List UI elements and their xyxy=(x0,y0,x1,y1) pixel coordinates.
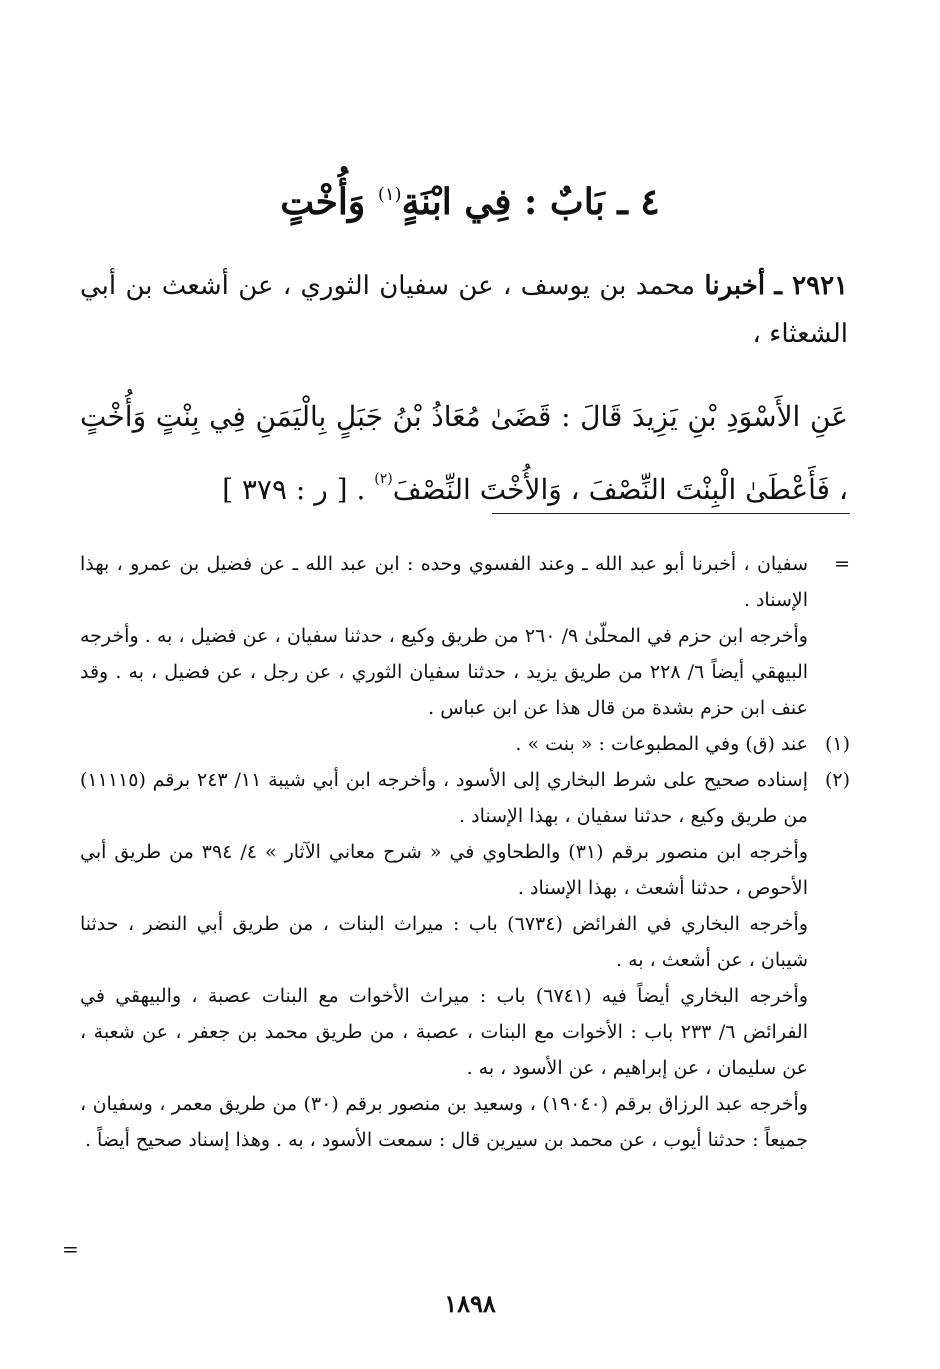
footnote-1 xyxy=(80,726,850,762)
isnad-opening-word: أخبرنا xyxy=(704,271,766,301)
footnotes-section xyxy=(80,546,850,1158)
bottom-continuation-marker: = xyxy=(62,1237,79,1261)
chapter-title-end: وَأُخْتٍ xyxy=(280,181,378,223)
footnote-marker: (٢) xyxy=(824,769,850,791)
continued-note-paragraph: سفيان ، أخبرنا أبو عبد الله ـ وعند الفسوي وحده : ابن عبد الله ـ عن فضيل بن عمرو ، بهذا الإسناد . xyxy=(80,553,808,611)
footnote-paragraph: وأخرجه البخاري في الفرائض (٦٧٣٤) باب : ميراث البنات ، من طريق أبي النضر ، حدثنا شيبان ، عن أشعث ، به . xyxy=(80,913,809,971)
footnote-separator xyxy=(492,513,850,514)
page-number: ١٨٩٨ xyxy=(444,1289,496,1318)
hadith-matn xyxy=(80,386,848,521)
chapter-footnote-ref[interactable]: (١) xyxy=(377,184,402,205)
footnote-paragraph: عند (ق) وفي المطبوعات : « بنت » . xyxy=(515,733,808,755)
footnote-paragraph: وأخرجه البخاري أيضاً فيه (٦٧٤١) باب : ميراث الأخوات مع البنات عصبة ، والبيهقي في الفرائض ٦/ ٢٣٣ باب : الأخوات مع البنات ، عصبة ، من طريق محمد بن جعفر ، عن شعبة ، عن سليمان ، عن إبراهيم ، عن الأسود ، به . xyxy=(80,985,809,1079)
footnote-paragraph: وأخرجه عبد الرزاق برقم (١٩٠٤٠) ، وسعيد بن منصور برقم (٣٠) من طريق معمر ، وسفيان ، جميعاً : حدثنا أيوب ، عن محمد بن سيرين قال : سمعت الأسود ، به . وهذا إسناد صحيح أيضاً . xyxy=(80,1093,808,1151)
isnad-chain: محمد بن يوسف ، عن سفيان الثوري ، عن أشعث بن أبي الشعثاء ، xyxy=(80,271,848,349)
matn-text: عَنِ الأَسْوَدِ بْنِ يَزِيدَ قَالَ : قَضَىٰ مُعَاذُ بْنُ جَبَلٍ بِالْيَمَنِ فِي بِنْتٍ وَأُخْتٍ ، فَأَعْطَىٰ الْبِنْتَ النِّصْفَ ، وَالأُخْتَ النِّصْفَ xyxy=(80,400,848,506)
chapter-title-main: ٤ ـ بَابٌ : فِي ابْنَةٍ xyxy=(401,181,660,223)
continued-note-paragraph: وأخرجه ابن حزم في المحلّىٰ ٩/ ٢٦٠ من طريق وكيع ، حدثنا سفيان ، عن فضيل ، به . وأخرجه البيهقي أيضاً ٦/ ٢٢٨ من طريق يزيد ، حدثنا سفيان الثوري ، عن رجل ، عن فضيل ، به . وقد عنف ابن حزم بشدة من قال هذا عن ابن عباس . xyxy=(80,625,809,719)
footnote-marker: (١) xyxy=(824,733,850,755)
footnote-paragraph: وأخرجه ابن منصور برقم (٣١) والطحاوي في « شرح معاني الآثار » ٤/ ٣٩٤ من طريق أبي الأحوص ، حدثنا أشعث ، بهذا الإسناد . xyxy=(80,841,808,899)
footnote-paragraph: إسناده صحيح على شرط البخاري إلى الأسود ، وأخرجه ابن أبي شيبة ١١/ ٢٤٣ برقم (١١١١٥) من طريق وكيع ، حدثنا سفيان ، بهذا الإسناد . xyxy=(80,769,808,827)
matn-cross-reference: . [ ر : ٣٧٩ ] xyxy=(222,473,375,506)
hadith-number: ٢٩٢١ ـ xyxy=(774,271,848,301)
continued-note xyxy=(80,546,850,726)
matn-footnote-ref[interactable]: (٢) xyxy=(374,471,393,487)
continuation-marker: = xyxy=(834,553,850,575)
footnote-2 xyxy=(80,762,850,1158)
chapter-title xyxy=(0,168,940,229)
hadith-isnad xyxy=(80,262,848,358)
